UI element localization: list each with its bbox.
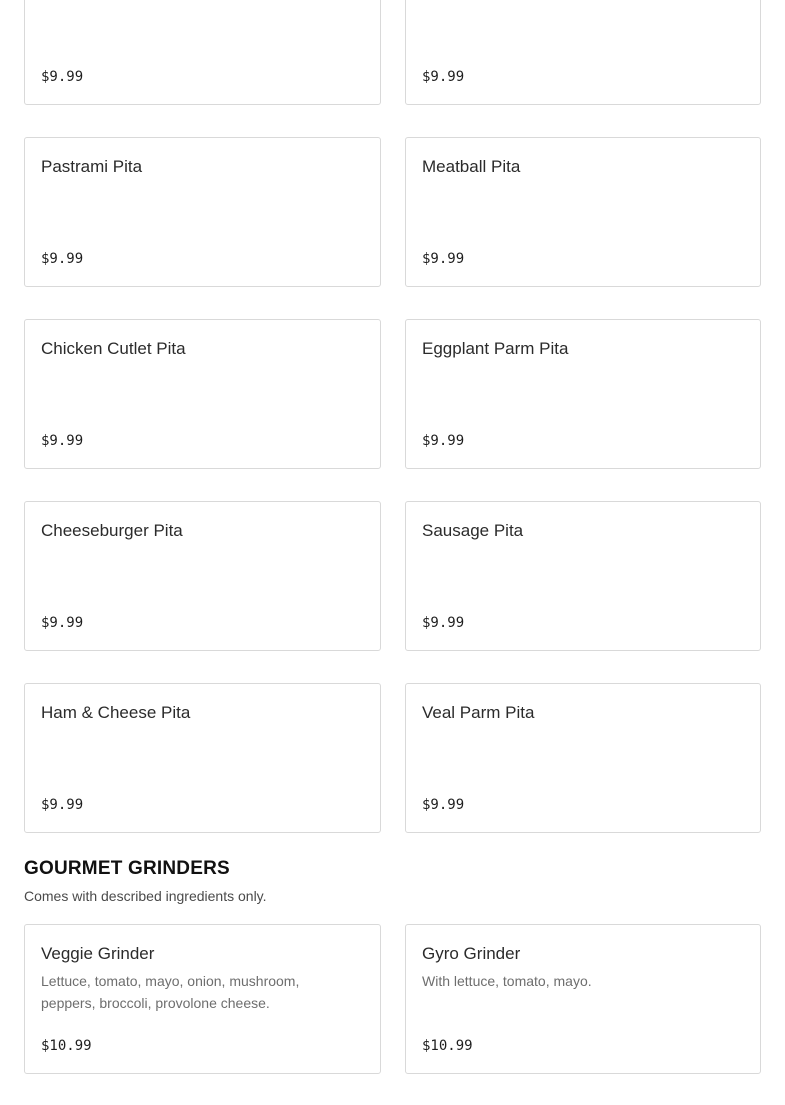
menu-item-name: Meatball Pita	[422, 157, 521, 176]
menu-item-price: $9.99	[422, 433, 465, 449]
menu-item-card[interactable]	[405, 683, 761, 833]
menu-item-price: $9.99	[422, 797, 465, 813]
menu-item-card[interactable]	[24, 0, 381, 105]
section-subtitle: Comes with described ingredients only.	[24, 888, 267, 904]
menu-item-price: $9.99	[422, 615, 465, 631]
menu-item-name: Pastrami Pita	[41, 157, 143, 176]
menu-item-price: $9.99	[422, 69, 465, 85]
menu-item-price: $10.99	[41, 1038, 92, 1054]
menu-item-card[interactable]	[405, 501, 761, 651]
menu-item-price: $9.99	[41, 251, 84, 267]
grinder-menu-grid	[24, 924, 761, 1074]
menu-item-description: Lettuce, tomato, mayo, onion, mushroom, peppers, broccoli, provolone cheese.	[41, 973, 300, 1011]
menu-item-card[interactable]	[405, 924, 761, 1074]
menu-item-name: Sausage Pita	[422, 521, 524, 540]
menu-item-price: $10.99	[422, 1038, 473, 1054]
menu-item-card[interactable]	[405, 137, 761, 287]
menu-item-name: Cheeseburger Pita	[41, 521, 183, 540]
menu-item-card[interactable]	[405, 0, 761, 105]
menu-item-price: $9.99	[41, 433, 84, 449]
menu-item-card[interactable]	[24, 319, 381, 469]
menu-item-card[interactable]	[405, 319, 761, 469]
menu-item-name: Veal Parm Pita	[422, 703, 535, 722]
menu-item-card[interactable]	[24, 683, 381, 833]
pita-menu-grid	[24, 0, 761, 833]
menu-item-price: $9.99	[422, 251, 465, 267]
menu-item-card[interactable]	[24, 137, 381, 287]
menu-item-price: $9.99	[41, 797, 84, 813]
menu-item-price: $9.99	[41, 615, 84, 631]
menu-item-description: With lettuce, tomato, mayo.	[422, 973, 592, 989]
menu-item-card[interactable]	[24, 501, 381, 651]
menu-item-name: Gyro Grinder	[422, 944, 521, 963]
menu-item-name: Chicken Cutlet Pita	[41, 339, 186, 358]
menu-item-card[interactable]	[24, 924, 381, 1074]
menu-item-price: $9.99	[41, 69, 84, 85]
menu-item-name: Veggie Grinder	[41, 944, 155, 963]
menu-item-name: Eggplant Parm Pita	[422, 339, 569, 358]
section-title: GOURMET GRINDERS	[24, 858, 230, 879]
menu-item-name: Ham & Cheese Pita	[41, 703, 191, 722]
